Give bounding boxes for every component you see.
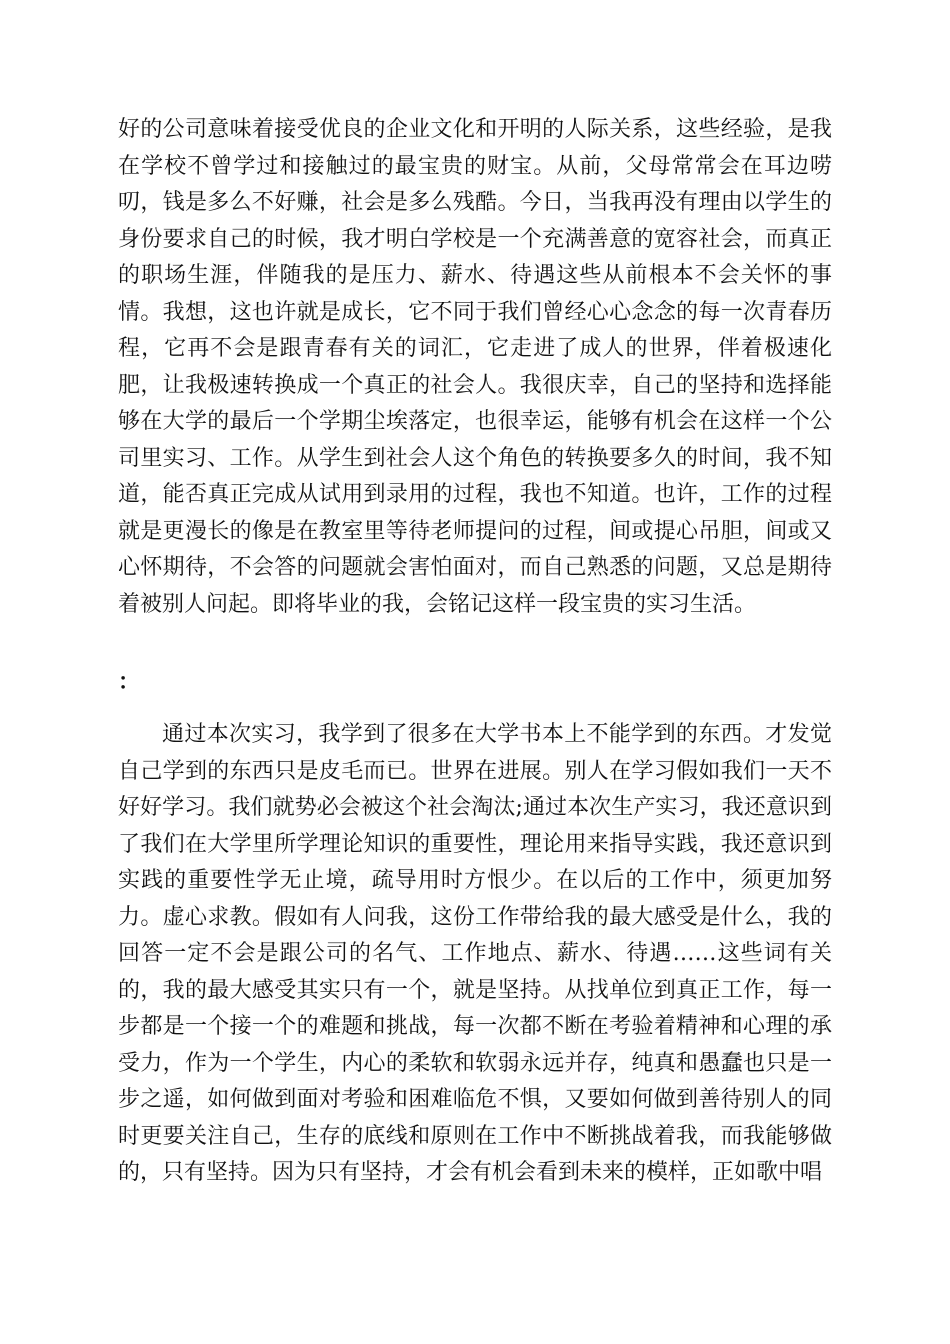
paragraph-2: 通过本次实习，我学到了很多在大学书本上不能学到的东西。才发觉自己学到的东西只是皮毛而已。世界在进展。别人在学习假如我们一天不好好学习。我们就势必会被这个社会淘汰;通过本次生产实习，我还意识到了我们在大学里所学理论知识的重要性，理论用来指导实践，我还意识到实践的重要性学无止境，疏导用时方恨少。在以后的工作中，须更加努力。虚心求教。假如有人问我，这份工作带给我的最大感受是什么，我的回答一定不会是跟公司的名气、工作地点、薪水、待遇……这些词有关的，我的最大感受其实只有一个，就是坚持。从找单位到真正工作，每一步都是一个接一个的难题和挑战，每一次都不断在考验着精神和心理的承受力，作为一个学生，内心的柔软和软弱永远并存，纯真和愚蠢也只是一步之遥，如何做到面对考验和困难临危不惧，又要如何做到善待别人的同时更要关注自己，生存的底线和原则在工作中不断挑战着我，而我能够做的，只有坚持。因为只有坚持，才会有机会看到未来的模样，正如歌中唱 — [118, 722, 832, 1185]
section-marker: ： — [118, 669, 141, 695]
paragraph-1: 好的公司意味着接受优良的企业文化和开明的人际关系，这些经验，是我在学校不曾学过和接触过的最宝贵的财宝。从前，父母常常会在耳边唠叨，钱是多么不好赚，社会是多么残酷。今日，当我再没有理由以学生的身份要求自己的时候，我才明白学校是一个充满善意的宽容社会，而真正的职场生涯，伴随我的是压力、薪水、待遇这些从前根本不会关怀的事情。我想，这也许就是成长，它不同于我们曾经心心念念的每一次青春历程，它再不会是跟青春有关的词汇，它走进了成人的世界，伴着极速化肥，让我极速转换成一个真正的社会人。我很庆幸，自己的坚持和选择能够在大学的最后一个学期尘埃落定，也很幸运，能够有机会在这样一个公司里实习、工作。从学生到社会人这个角色的转换要多久的时间，我不知道，能否真正完成从试用到录用的过程，我也不知道。也许，工作的过程就是更漫长的像是在教室里等待老师提问的过程，间或提心吊胆，间或又心怀期待，不会答的问题就会害怕面对，而自己熟悉的问题，又总是期待着被别人问起。即将毕业的我，会铭记这样一段宝贵的实习生活。 — [118, 117, 832, 617]
